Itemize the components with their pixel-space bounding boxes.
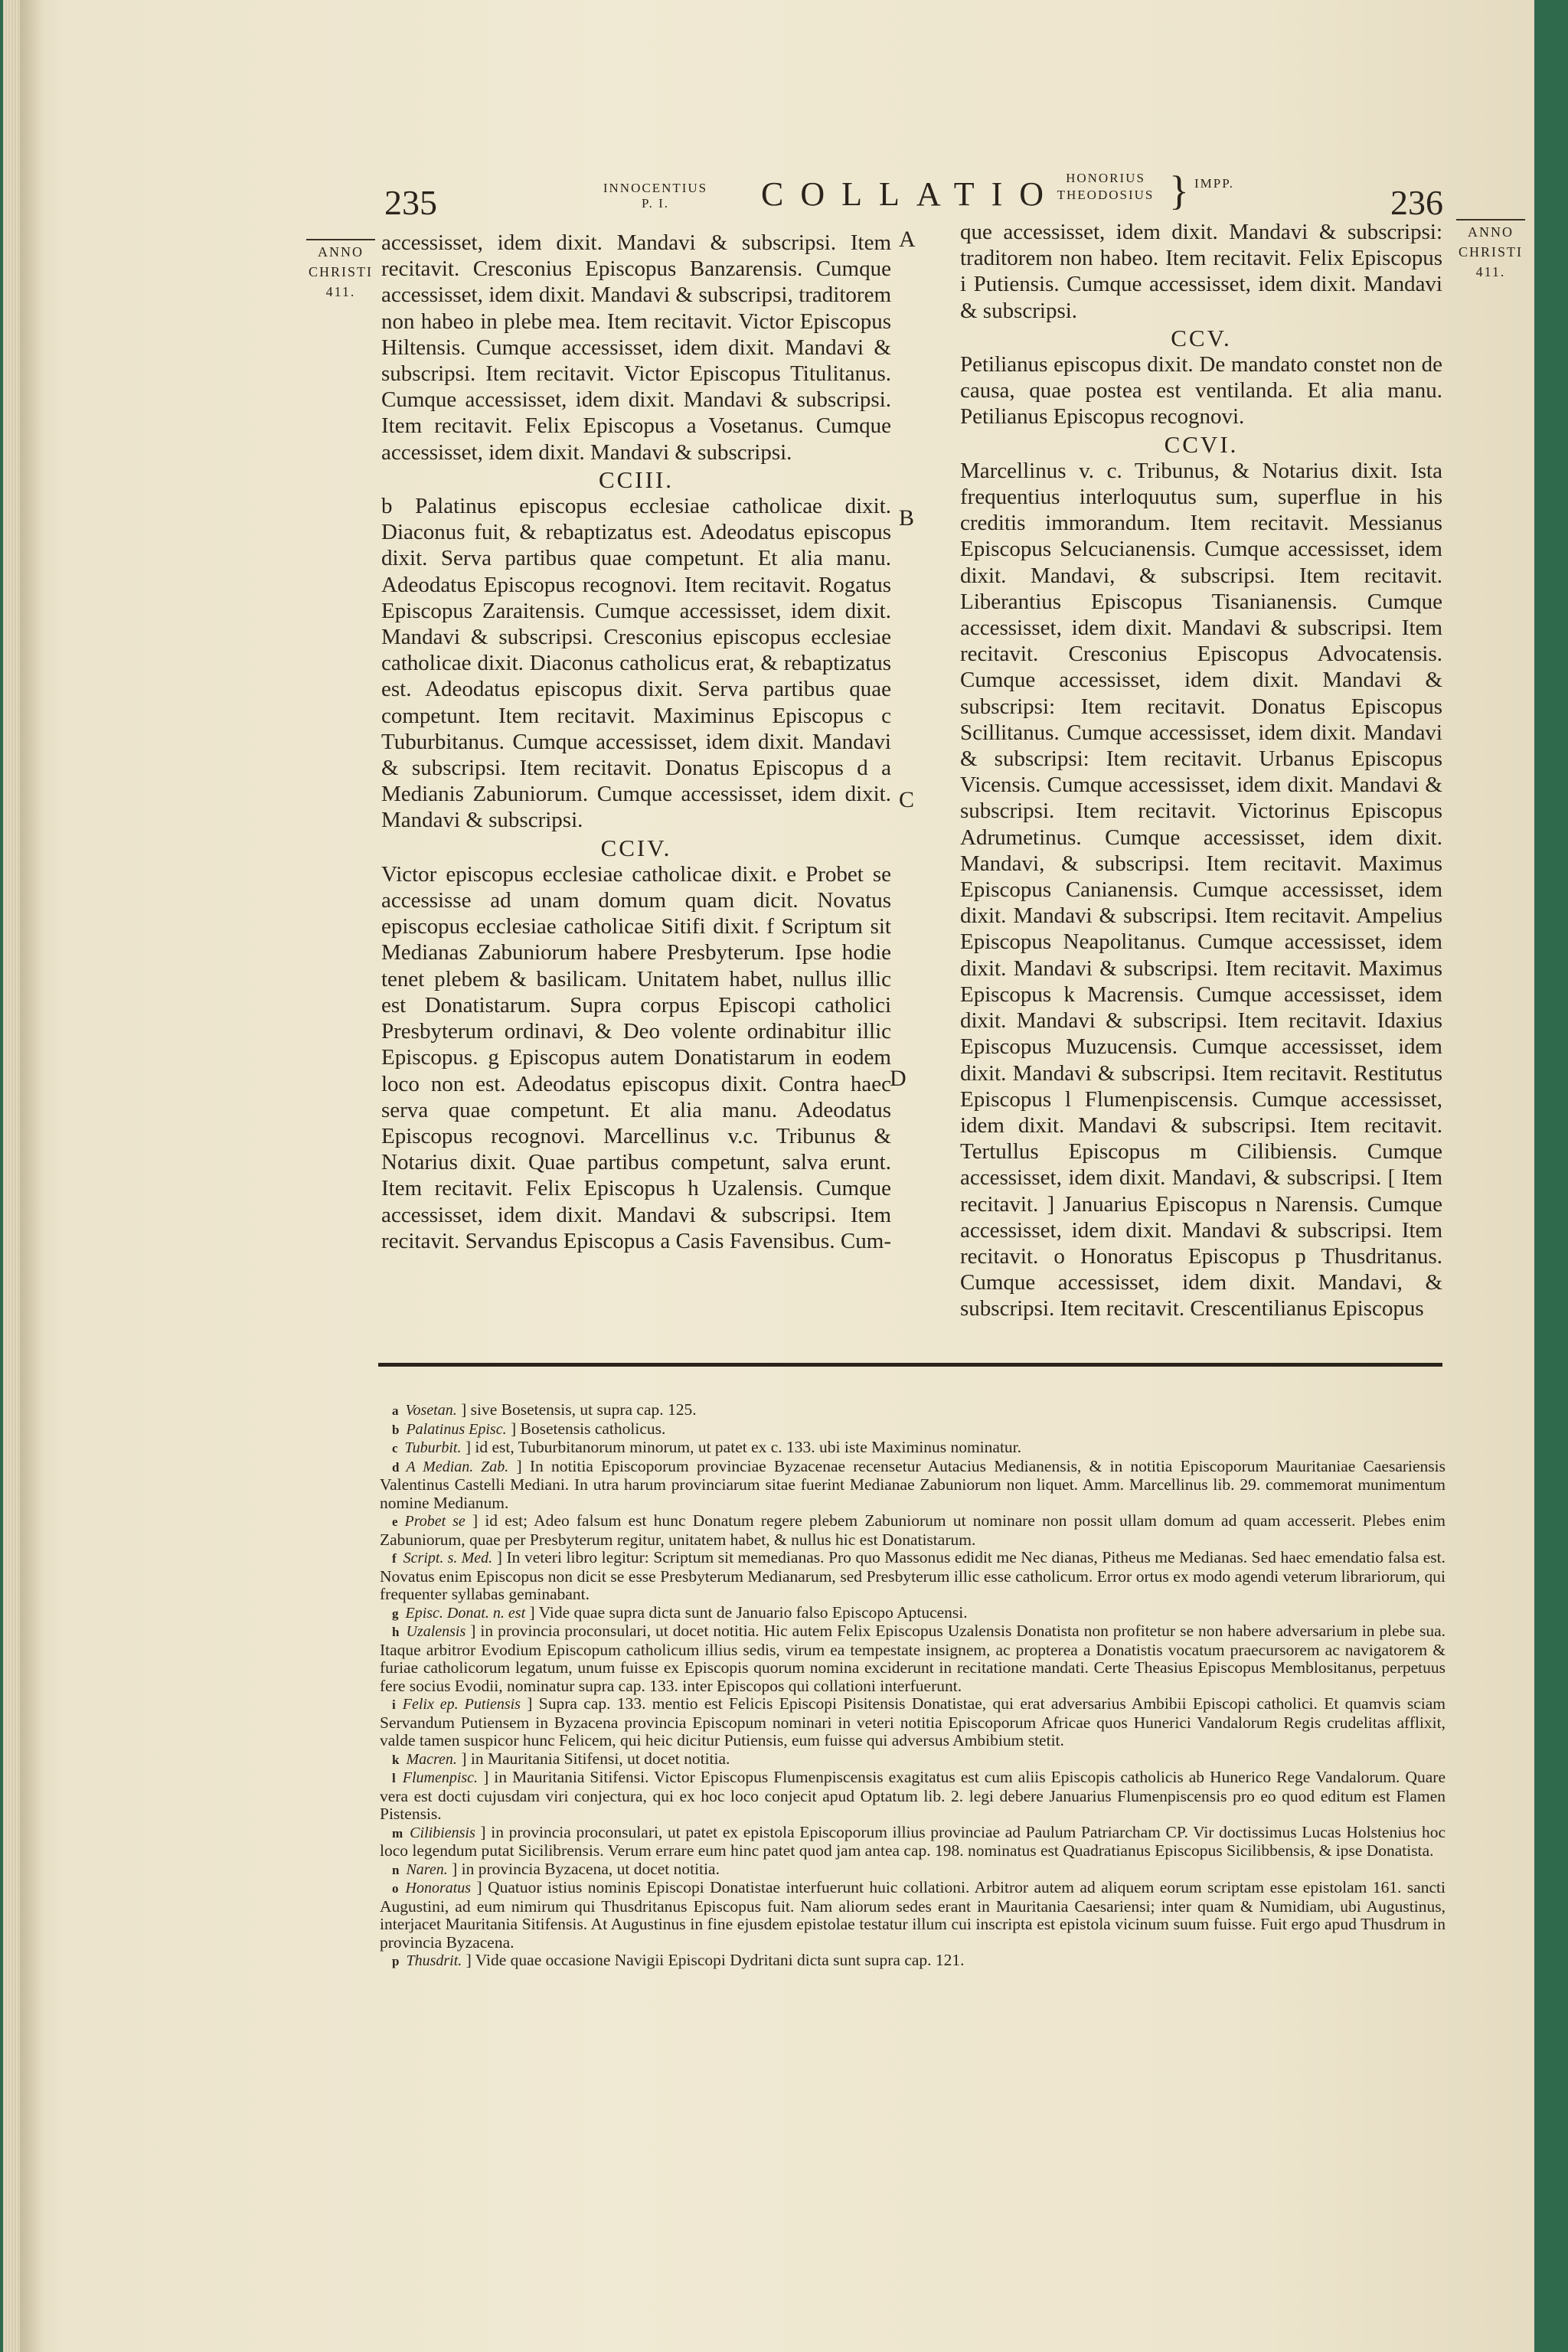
footnote-key: i	[392, 1697, 397, 1712]
footnote-lemma: Script. s. Med.	[403, 1550, 493, 1566]
paragraph: accessisset, idem dixit. Mandavi & subscripsi. Item recitavit. Cresconius Episcopus Banzarensis. Cumque accessisset, idem dixit. Mandavi & subscripsi, traditorem non habeo in plebe mea. Item recitavit. Victor Episcopus Hiltensis. Cumque accessisset, idem dixit. Mandavi & subscripsi. Item recitavit. Victor Episcopus Titulitanus. Cumque accessisset, idem dixit. Mandavi & subscripsi. Item recitavit. Felix Episcopus a Vosetanus. Cumque accessisset, idem dixit. Mandavi & subscripsi.	[381, 230, 891, 465]
footnote-key: f	[392, 1551, 397, 1566]
footnote-lemma: Tuburbit.	[404, 1439, 462, 1456]
chapter-heading: CCVI.	[1164, 430, 1239, 458]
footnote-key: d	[392, 1459, 400, 1475]
footnote-divider	[378, 1363, 1442, 1367]
footnote-lemma: Uzalensis	[406, 1623, 466, 1640]
footnote-key: g	[392, 1606, 400, 1621]
footnote-lemma: Felix ep. Putiensis	[402, 1696, 521, 1713]
section-letter-a: A	[899, 227, 916, 252]
footnote-key: b	[392, 1422, 400, 1437]
text-column-right	[960, 219, 1442, 1321]
paragraph: Victor episcopus ecclesiae catholicae dixit. e Probet se accessisse ad unam domum quam dicit. Novatus episcopus ecclesiae catholicae Sitifi dixit. f Scriptum sit Medianas Zabuniorum habere Presbyterum. Ipse hodie tenet plebem & basilicam. Unitatem habet, nullus illic est Donatistarum. Supra corpus Episcopi catholici Presbyterum ordinavi, & Deo volente ordinabitur illic Episcopus. g Episcopus autem Donatistarum in eodem loco non est. Adeodatus episcopus dixit. Contra haec serva quae competunt. Et alia manu. Adeodatus Episcopus recognovi. Marcellinus v.c. Tribunus & Notarius dixit. Quae partibus competunt, salva erunt. Item recitavit. Felix Episcopus h Uzalensis. Cumque accessisset, idem dixit. Mandavi & subscripsi. Item recitavit. Servandus Episcopus a Casis Favensibus. Cum-	[381, 861, 891, 1253]
footnote-lemma: Episc. Donat. n. est	[405, 1604, 526, 1622]
footnote-text: ] in provincia proconsulari, ut patet ex epistola Episcoporum illius provinciae ad Paulum Patriarcham CP. Vir doctissimus Lucas Holstenius hoc loco legendum putat Sicilibrensis. Verum errare eum hinc patet quod jam antea cap. 198. nominatus est Quadratianus Episcopus Sicilibbensis, & ipse Donatista.	[380, 1822, 1446, 1860]
page-number-left: 235	[384, 183, 437, 222]
footnote-lemma: Honoratus	[405, 1880, 472, 1896]
footnote	[380, 1750, 1446, 1769]
footnote	[380, 1695, 1446, 1750]
footnote-key: e	[392, 1514, 399, 1529]
background-cloth	[1534, 0, 1568, 2352]
footnote-lemma: Palatinus Episc.	[406, 1420, 507, 1438]
footnote-key: a	[392, 1403, 400, 1418]
footnote-key: m	[392, 1825, 404, 1841]
margin-christi-left: CHRISTI	[308, 264, 373, 279]
footnote-lemma: Probet se	[404, 1513, 466, 1530]
paragraph: b Palatinus episcopus ecclesiae catholicae dixit. Diaconus fuit, & rebaptizatus est. Adeodatus episcopus dixit. Serva partibus quae competunt. Et alia manu. Adeodatus Episcopus recognovi. Item recitavit. Rogatus Episcopus Zaraitensis. Cumque accessisset, idem dixit. Mandavi & subscripsi. Cresconius episcopus ecclesiae catholicae dixit. Diaconus catholicus erat, & rebaptizatus est. Adeodatus episcopus dixit. Serva partibus quae competunt. Item recitavit. Maximinus Episcopus c Tuburbitanus. Cumque accessisset, idem dixit. Mandavi & subscripsi. Item recitavit. Donatus Episcopus d a Medianis Zabuniorum. Cumque accessisset, idem dixit. Mandavi & subscripsi.	[381, 494, 891, 833]
footnote-lemma: Naren.	[406, 1860, 448, 1878]
book-page	[3, 0, 1534, 2352]
footnote-text: ] In veteri libro legitur: Scriptum sit memedianas. Pro quo Massonus edidit me Nec dianas, Pitheus me Medianas. Sed haec emendatio falsa est. Novatus enim Episcopus non dicit se esse Presbyterum Medianarum, sed Presbyterum illic esse catholicum. Error ortus ex modo agendi veterum librariorum, qui frequenter syllabas geminabant.	[380, 1548, 1446, 1603]
footnote	[380, 1879, 1446, 1952]
running-head-theodosius: THEODOSIUS	[1057, 188, 1155, 202]
footnote	[380, 1860, 1446, 1880]
margin-year-value-left: 411.	[325, 284, 356, 299]
footnote-lemma: Thusdrit.	[406, 1952, 462, 1969]
footnote-lemma: Flumenpisc.	[402, 1769, 479, 1786]
footnote	[380, 1824, 1446, 1860]
margin-christi-right: CHRISTI	[1458, 244, 1523, 260]
chapter-heading: CCIV.	[600, 834, 672, 861]
footnote-key: h	[392, 1625, 400, 1639]
running-head-impp: IMPP.	[1194, 176, 1235, 191]
running-head-title: COLLATIO	[761, 175, 1061, 213]
chapter-heading: CCIII.	[598, 466, 675, 493]
footnote-key: l	[392, 1771, 397, 1785]
margin-year-value-right: 411.	[1475, 264, 1506, 279]
footnote-text: ] In notitia Episcoporum provinciae Byzacenae recensetur Autacius Medianensis, & in notitia Episcoporum Mauritaniae Caesariensis Valentinus Castelli Mediani. In utra harum provinciarum sitae fuerint Medianae Zabuniorum non liquet. Amm. Marcellinus lib. 29. commemorat munimentum nomine Medianum.	[380, 1456, 1446, 1512]
running-head-brace: }	[1169, 168, 1189, 214]
footnote	[380, 1769, 1446, 1824]
running-head-innocentius	[579, 181, 732, 211]
footnote-text: ] id est, Tuburbitanorum minorum, ut patet ex c. 133. ubi iste Maximinus nominatur.	[465, 1438, 1022, 1456]
margin-year-left	[306, 239, 375, 302]
footnote-text: ] sive Bosetensis, ut supra cap. 125.	[461, 1401, 697, 1419]
footnote	[380, 1401, 1446, 1420]
footnote-text: ] in Mauritania Sitifensi. Victor Episcopus Flumenpiscensis exagitatus est cum aliis Episcopis catholicis ab Hunerico Rege Vandalorum. Quare vera est docti cujusdam viri conjectura, qui ex hoc loco conjecit apud Optatum lib. 2. legi debere Januarius Flumenpiscensis pro eo quod editum est Flamen Pistensis.	[380, 1768, 1446, 1823]
footnote-key: c	[392, 1441, 399, 1455]
running-head-innocentius-name: INNOCENTIUS	[603, 181, 708, 195]
footnote-lemma: Vosetan.	[405, 1402, 457, 1419]
text-column-left	[381, 230, 891, 1317]
footnote-key: p	[392, 1954, 400, 1968]
footnote-text: ] Quatuor istius nominis Episcopi Donatistae interfuerunt huic collationi. Arbitror autem ad aliquem eorum scriptam esse epistolam 161. sancti Augustini, ad eum nimirum qui Thusdritanus Episcopus fuit. Nam aliorum sedes erant in Mauritania Caesariensi; inter quam & Numidiam, ubi Augustinus, interjacet Mauritania Sitifensis. At Augustinus in fine ejusdem epistolae testatur illum cui inscripta est epistola vicinum suum fuisse. Fuit ergo apud Thusdrum in provincia Byzacena.	[380, 1878, 1446, 1952]
chapter-heading: CCV.	[1171, 324, 1232, 351]
footnote-lemma: A Median. Zab.	[406, 1458, 509, 1475]
footnote-text: ] id est; Adeo falsum est hunc Donatum regere plebem Zabuniorum ut nominare non possit ullam domum ad quam accesserit. Plebes enim Zabuniorum, quae per Presbyterum regitur, unitatem habet, & nullus hic est Donatistarum.	[380, 1511, 1446, 1549]
page-number-right: 236	[1390, 183, 1443, 222]
footnote	[380, 1952, 1446, 1971]
footnote	[380, 1622, 1446, 1695]
margin-anno-left: ANNO	[318, 244, 364, 260]
section-letter-c: C	[899, 787, 915, 812]
footnote-text: ] Vide quae occasione Navigii Episcopi Dydritani dicta sunt supra cap. 121.	[466, 1951, 965, 1969]
footnote	[380, 1458, 1446, 1513]
footnote	[380, 1420, 1446, 1439]
footnote	[380, 1604, 1446, 1623]
paragraph: Petilianus episcopus dixit. De mandato constet non de causa, quae postea est ventilanda. Et alia manu. Petilianus Episcopus recognovi.	[960, 352, 1442, 430]
footnote-key: k	[392, 1752, 400, 1767]
footnote-key: n	[392, 1862, 400, 1877]
footnote-text: ] Vide quae supra dicta sunt de Januario falso Episcopo Aptucensi.	[529, 1602, 968, 1622]
section-letter-d: D	[890, 1066, 906, 1091]
running-head-innocentius-sub: P. I.	[642, 196, 669, 211]
footnote-lemma: Macren.	[406, 1750, 457, 1768]
footnote	[380, 1549, 1446, 1604]
section-letter-b: B	[899, 505, 915, 531]
margin-anno-right: ANNO	[1468, 224, 1514, 240]
footnote	[380, 1512, 1446, 1549]
running-head-emperors	[1044, 170, 1167, 204]
footnote-text: ] in Mauritania Sitifensi, ut docet notitia.	[461, 1749, 730, 1768]
spine-shadow	[20, 0, 43, 2352]
footnote-text: ] Bosetensis catholicus.	[510, 1419, 666, 1438]
footnote-key: o	[392, 1881, 400, 1896]
footnote-text: ] in provincia Byzacena, ut docet notitia.	[452, 1859, 720, 1878]
page-edge-stack	[3, 0, 20, 2352]
paragraph: Marcellinus v. c. Tribunus, & Notarius dixit. Ista frequentius interloquutus sum, superflue in his creditis immorandum. Item recitavit. Messianus Episcopus Selcucianensis. Cumque accessisset, idem dixit. Mandavi, & subscripsi. Item recitavit. Liberantius Episcopus Tisanianensis. Cumque accessisset, idem dixit. Mandavi & subscripsi. Item recitavit. Cresconius Episcopus Advocatensis. Cumque accessisset, idem dixit. Mandavi & subscripsi: Item recitavit. Donatus Episcopus Scillitanus. Cumque accessisset, idem dixit. Mandavi & subscripsi: Item recitavit. Urbanus Episcopus Vicensis. Cumque accessisset, idem dixit. Mandavi & subscripsi. Item recitavit. Victorinus Episcopus Adrumetinus. Cumque accessisset, idem dixit. Mandavi, & subscripsi. Item recitavit. Maximus Episcopus Canianensis. Cumque accessisset, idem dixit. Mandavi & subscripsi. Item recitavit. Ampelius Episcopus Neapolitanus. Cumque accessisset, idem dixit. Mandavi & subscripsi. Item recitavit. Maximus Episcopus k Macrensis. Cumque accessisset, idem dixit. Mandavi & subscripsi. Item recitavit. Idaxius Episcopus Muzucensis. Cumque accessisset, idem dixit. Mandavi & subscripsi. Item recitavit. Restitutus Episcopus l Flumenpiscensis. Cumque accessisset, idem dixit. Mandavi & subscripsi. Item recitavit. Tertullus Episcopus m Cilibiensis. Cumque accessisset, idem dixit. Mandavi, & subscripsi. [ Item recitavit. ] Januarius Episcopus n Narensis. Cumque accessisset, idem dixit. Mandavi & subscripsi. Item recitavit. o Honoratus Episcopus p Thusdritanus. Cumque accessisset, idem dixit. Mandavi, & subscripsi. Item recitavit. Crescentilianus Episcopus	[960, 458, 1442, 1321]
footnotes	[380, 1401, 1446, 2182]
footnote	[380, 1439, 1446, 1458]
footnote-lemma: Cilibiensis	[410, 1824, 475, 1841]
running-head-honorius: HONORIUS	[1066, 171, 1145, 185]
margin-year-right	[1456, 219, 1525, 282]
paragraph: que accessisset, idem dixit. Mandavi & subscripsi: traditorem non habeo. Item recitavit. Felix Episcopus i Putiensis. Cumque accessisset, idem dixit. Mandavi & subscripsi.	[960, 220, 1442, 323]
footnote-text: ] in provincia proconsulari, ut docet notitia. Hic autem Felix Episcopus Uzalensis Donatista non profitetur se non habere adversarium in plebe sua. Itaque arbitror Evodium Episcopum catholicum illius sedis, virum ea tempestate insignem, ac propterea a Donatistis vocatum praecursorem ac navigatorem & furiae catholicorum legatum, unum fuisse ex Episcopis quorum nomina exciderunt in recitatione mandati. Certe Theasius Episcopus Memblositanus, perpetuus fere socius Evodii, nominatur supra cap. 133. inter Episcopos qui collationi interfuerunt.	[380, 1622, 1446, 1695]
footnote-text: ] Supra cap. 133. mentio est Felicis Episcopi Pisitensis Donatistae, qui erat adversarius Ambibii Episcopi catholici. Et quamvis sciam Servandum Putiensem in Byzacena provincia Episcopum nominari in veteri notitia Episcoporum Africae quos Hunerici Vandalorum Regis crudelitas afflixit, valde tamen suspicor hunc Felicem, qui heic dicitur Putiensis, eum fuisse qui adversus Ambibium stetit.	[380, 1694, 1446, 1749]
